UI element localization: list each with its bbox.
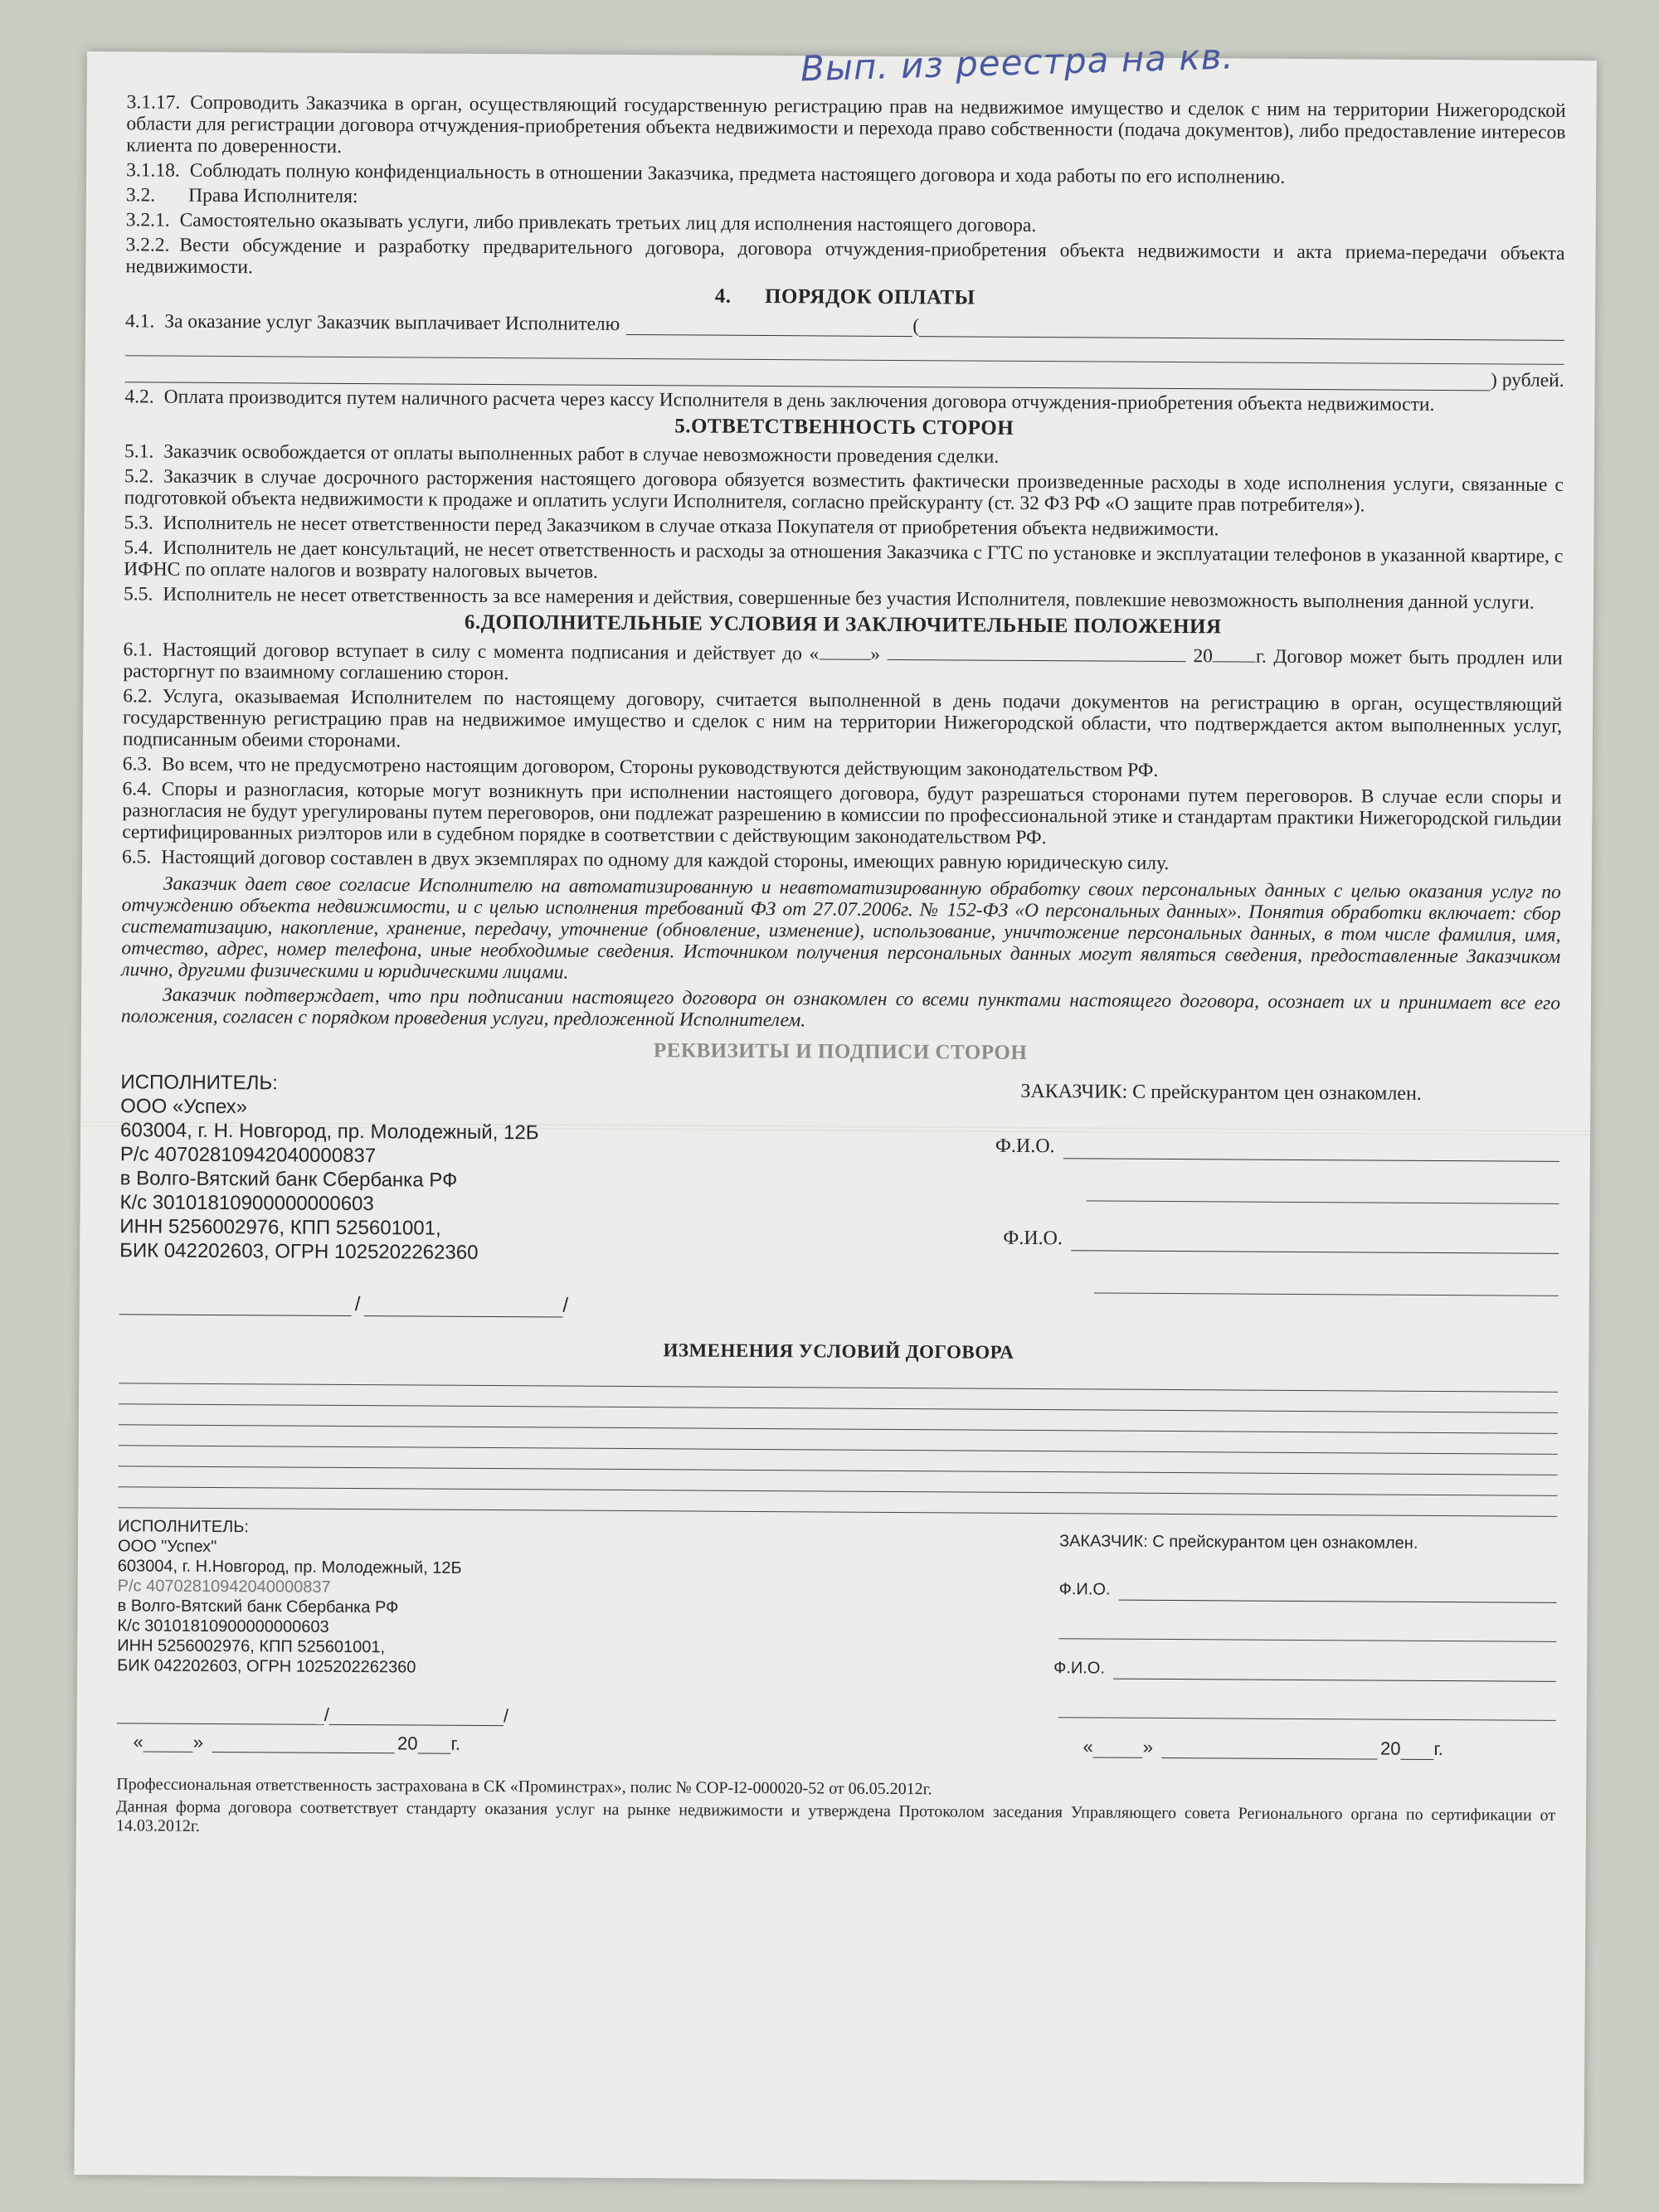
amount-words-field[interactable]: [919, 319, 1564, 341]
end-month-field[interactable]: [888, 643, 1186, 662]
customer-fio-line-4[interactable]: [1094, 1274, 1559, 1296]
changes-lines: [118, 1364, 1558, 1517]
bottom-customer-day-field[interactable]: [1093, 1740, 1143, 1757]
standard-note: Данная форма договора соответствует стандарту оказания услуг на рынке недвижимости и утверждена Протоколом заседания Управляющего совета Регионального органа по сертификации от 14.03.2012г.: [115, 1797, 1556, 1835]
heading-liability: 5.ОТВЕТСТВЕННОСТЬ СТОРОН: [674, 415, 1014, 440]
clause-5-1: 5.1. Заказчик освобождается от оплаты выполненных работ в случае невозможности проведения сделки.: [124, 440, 1000, 468]
executor-line: 603004, г. Н. Новгород, пр. Молодежный, 12Б: [119, 1119, 539, 1145]
customer-fio-row-2: Ф.И.О.: [1003, 1226, 1559, 1254]
bottom-customer-date: « » 20 г.: [1082, 1736, 1444, 1760]
customer-fio-field[interactable]: [1063, 1141, 1559, 1162]
clause-6-4: 6.4. Споры и разногласия, которые могут возникнуть при исполнении настоящего договора, будут разрешаться сторонами путем переговоров. В случае если споры и разногласия не будут урегулированы путем переговоров, они подлежат разрешению в комиссии по профессиональной этике и стандартам практики Нижегородской гильдии сертифицированных риэлторов или в судебном порядке в соответствии с действующим законодательством РФ.: [122, 778, 1562, 849]
clause-6-1: 6.1. Настоящий договор вступает в силу с момента подписания и действует до « » 20 г. Договор может быть продлен или расторгнут по взаимному соглашению сторон.: [123, 639, 1563, 685]
bottom-executor-line: БИК 042202603, ОГРН 1025202262360: [117, 1656, 416, 1677]
clause-6-2: 6.2. Услуга, оказываемая Исполнителем по настоящему договору, считается выполненной в день подачи документов на регистрацию в орган, осуществляющий государственную регистрацию прав на недвижимое имущество и сделок с ним на территории Нижегородской области, что подтверждается актом выполненных услуг, подписанным обеими сторонами.: [122, 685, 1563, 752]
bottom-executor-line: 603004, г. Н.Новгород, пр. Молодежный, 12Б: [117, 1557, 462, 1578]
requisites-heading: РЕКВИЗИТЫ И ПОДПИСИ СТОРОН: [653, 1039, 1028, 1064]
bottom-customer-fio-line-2[interactable]: [1058, 1620, 1556, 1642]
contract-page: [74, 36, 1597, 2184]
executor-signature-field[interactable]: [119, 1297, 352, 1316]
executor-line: К/с 30101810900000000603: [119, 1191, 374, 1216]
bottom-executor-date: « » 20 г.: [133, 1731, 461, 1754]
bottom-executor-year-field[interactable]: [417, 1736, 450, 1753]
handwritten-note: Вып. из реестра на кв.: [800, 36, 1235, 90]
clause-4-1-end: ) рублей.: [125, 361, 1564, 391]
bottom-customer-year-field[interactable]: [1400, 1743, 1433, 1760]
amount-field[interactable]: [626, 318, 912, 337]
bottom-executor-requisites: [116, 1516, 748, 1756]
clause-3-1-17: 3.1.17. Сопроводить Заказчика в орган, осуществляющий государственную регистрацию прав на недвижимое имущество и сделок с ним на территории Нижегородской области для регистрации договора отчуждения-приобретения объекта недвижимости и перехода право собственности (подача документов), либо предоставление интересов клиента по доверенности.: [126, 91, 1566, 158]
customer-requisites: [995, 1076, 1560, 1324]
customer-fio-line-2[interactable]: [1087, 1182, 1559, 1203]
clause-3-2: 3.2. Права Исполнителя:: [125, 184, 358, 207]
clause-6-5: 6.5. Настоящий договор составлен в двух экземплярах по одному для каждой стороны, имеющих равную юридическую силу.: [121, 846, 1170, 874]
clause-5-4: 5.4. Исполнитель не дает консультаций, не несет ответственность и расходы за отношения Заказчика с ГТС по установке и эксплуатации телефонов в указанной квартире, с ИФНС по оплате налогов и возврату налоговых вычетов.: [124, 537, 1564, 583]
bottom-executor-line: в Волго-Вятский банк Сбербанка РФ: [117, 1597, 399, 1617]
executor-line: ИНН 5256002976, КПП 525601001,: [119, 1215, 441, 1240]
executor-signature: / /: [119, 1291, 750, 1319]
clause-6-3: 6.3. Во всем, что не предусмотрено настоящим договором, Стороны руководствуются действующим законодательством РФ.: [122, 753, 1159, 781]
personal-data-consent: Заказчик дает свое согласие Исполнителю на автоматизированную и неавтоматизированную обработку своих персональных данных с целью оказания услуг по отчуждению объекта недвижимости, и с целью исполнения требований ФЗ от 27.07.2006г. № 152-ФЗ «О персональных данных». Понятия обработки включает: сбор систематизацию, накопление, хранение, передачу, уточнение (обновление, изменение), использование, уничтожение персональных данных, в том числе фамилия, имя, отчество, адрес, номер телефона, иные необходимые сведения. Источником получения персональных данных могут являться сведения, предоставленные Заказчиком лично, другими физическими и юридическими лицами.: [121, 873, 1561, 984]
clause-4-1: 4.1. За оказание услуг Заказчик выплачивает Исполнителю (: [125, 310, 1564, 341]
bottom-requisites-block: [116, 1516, 1557, 1761]
clause-5-2: 5.2. Заказчик в случае досрочного расторжения настоящего договора обязуется возместить фактически произведенные расходы в ходе исполнения услуги, связанные с подготовкой объекта недвижимости к продаже и оплатить услуги Исполнителя, согласно прейскуранту (ст. 32 ФЗ РФ «О защите прав потребителя»).: [124, 465, 1564, 517]
executor-line: ООО «Успех»: [120, 1095, 248, 1119]
bottom-customer-fio-field[interactable]: [1118, 1583, 1556, 1603]
insurance-note: Профессиональная ответственность застрахована в СК «Проминстрах», полис № СОР-I2-000020-52 от 06.05.2012г.: [116, 1775, 932, 1799]
requisites-block: [119, 1070, 1560, 1324]
executor-label: ИСПОЛНИТЕЛЬ:: [120, 1071, 278, 1095]
bottom-executor-label: ИСПОЛНИТЕЛЬ:: [118, 1517, 250, 1537]
bottom-customer-fio-row: Ф.И.О.: [1059, 1578, 1557, 1603]
footer: [116, 1775, 1555, 1845]
bottom-customer-month-field[interactable]: [1161, 1741, 1377, 1760]
executor-line: в Волго-Вятский банк Сбербанка РФ: [119, 1167, 458, 1192]
clause-4-2: 4.2. Оплата производится путем наличного расчета через кассу Исполнителя в день заключения договора отчуждения-приобретения объекта недвижимости.: [124, 386, 1435, 416]
bottom-executor-signature-field[interactable]: [117, 1706, 324, 1725]
bottom-customer-fio-line-4[interactable]: [1058, 1699, 1556, 1721]
changes-heading: ИЗМЕНЕНИЯ УСЛОВИЙ ДОГОВОРА: [663, 1339, 1014, 1363]
bottom-executor-line: ООО "Успех": [117, 1537, 217, 1556]
bottom-executor-line: ИНН 5256002976, КПП 525601001,: [117, 1636, 386, 1657]
customer-fio-row: Ф.И.О.: [995, 1134, 1559, 1162]
bottom-executor-name-field[interactable]: [329, 1708, 504, 1726]
bottom-executor-line: К/с 30101810900000000603: [117, 1616, 329, 1636]
contract-body: [116, 91, 1566, 1848]
customer-confirmation: Заказчик подтверждает, что при подписании настоящего договора он ознакомлен со всеми пунктами настоящего договора, осознает их и принимает все его положения, согласен с порядком проведения услуги, предложенной Исполнителем.: [120, 984, 1561, 1032]
amount-words-line-2[interactable]: [125, 337, 1564, 365]
executor-line: Р/с 40702810942040000837: [119, 1143, 377, 1168]
bottom-executor-day-field[interactable]: [144, 1734, 193, 1752]
executor-line: БИК 042202603, ОГРН 1025202262360: [119, 1239, 479, 1264]
bottom-customer-requisites: [1053, 1522, 1557, 1761]
bottom-executor-month-field[interactable]: [212, 1735, 394, 1753]
end-day-field[interactable]: [819, 642, 870, 659]
bottom-customer-fio-row-2: Ф.И.О.: [1053, 1657, 1556, 1682]
heading-payment: 4. ПОРЯДОК ОПЛАТЫ: [714, 284, 975, 309]
executor-name-field[interactable]: [363, 1299, 562, 1317]
clause-3-2-1: 3.2.1. Самостоятельно оказывать услуги, либо привлекать третьих лиц для исполнения настоящего договора.: [125, 209, 1037, 236]
bottom-customer-label: ЗАКАЗЧИК: С прейскурантом цен ознакомлен.: [1058, 1532, 1418, 1553]
clause-3-2-2: 3.2.2. Вести обсуждение и разработку предварительного договора, договора отчуждения-приобретения объекта недвижимости и акта приема-передачи объекта недвижимости.: [125, 234, 1565, 279]
customer-fio-field-2[interactable]: [1071, 1233, 1559, 1254]
clause-3-1-18: 3.1.18. Соблюдать полную конфиденциальность в отношении Заказчика, предмета настоящего договора и хода работы по его исполнению.: [126, 159, 1286, 188]
clause-5-3: 5.3. Исполнитель не несет ответственности перед Заказчиком в случае отказа Покупателя от приобретения объекта недвижимости.: [124, 512, 1219, 541]
heading-additional-terms: 6.ДОПОЛНИТЕЛЬНЫЕ УСЛОВИЯ И ЗАКЛЮЧИТЕЛЬНЫЕ ПОЛОЖЕНИЯ: [464, 610, 1222, 639]
customer-label: ЗАКАЗЧИК: С прейскурантом цен ознакомлен.: [1020, 1080, 1422, 1105]
clause-5-5: 5.5. Исполнитель не несет ответственность за все намерения и действия, совершенные без участия Исполнителя, повлекшие невозможность выполнения данной услуги.: [123, 583, 1535, 614]
bottom-customer-fio-field-2[interactable]: [1113, 1662, 1556, 1682]
bottom-executor-line: Р/с 40702810942040000837: [117, 1577, 331, 1597]
end-year-field[interactable]: [1213, 644, 1256, 662]
executor-requisites: [119, 1070, 752, 1319]
bottom-executor-signature: / /: [117, 1704, 747, 1728]
